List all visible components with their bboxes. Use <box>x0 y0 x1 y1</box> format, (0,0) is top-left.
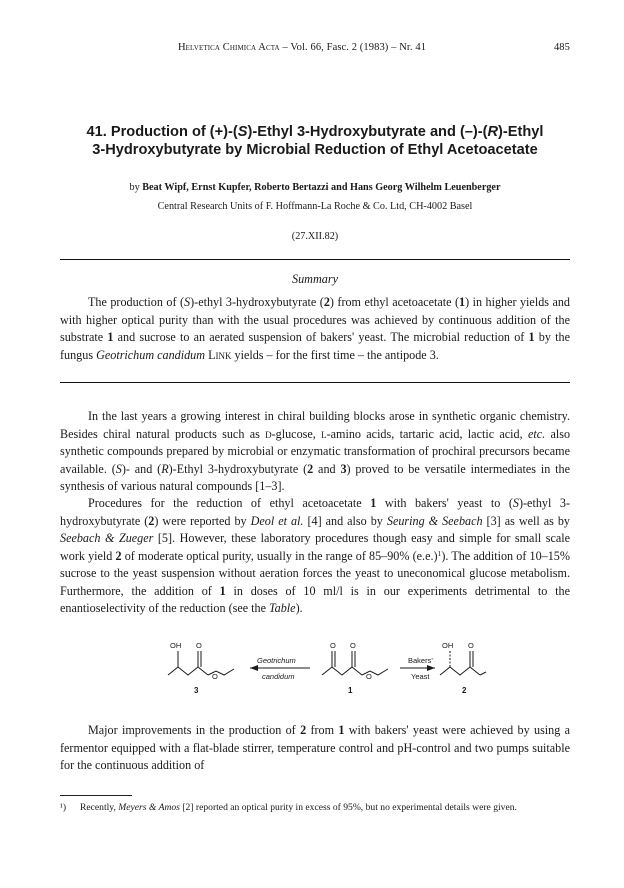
page-number: 485 <box>553 42 570 53</box>
compound-2-structure <box>440 651 486 675</box>
arrow-label-yeast: Yeast <box>411 672 430 681</box>
authors-prefix: by <box>129 182 143 193</box>
compound-1-structure <box>322 651 388 675</box>
summary-top-rule <box>60 259 570 260</box>
compound-number-1: 1 <box>348 686 353 695</box>
compound-number-3: 3 <box>194 686 199 695</box>
summary-text: The production of (S)-ethyl 3-hydroxybutyrate (2) from ethyl acetoacetate (1) in higher yields and with higher optical purity than with the usual procedures was achieved by continuous addition of the substrate 1 and sucrose to an aerated suspension of bakers' yeast. The microbial reduction of 1 by the fungus Geotrichum candidum Link yields – for the first time – the antipode 3. <box>60 295 570 362</box>
body-paragraph-2: Procedures for the reduction of ethyl acetoacetate 1 with bakers' yeast to (S)-ethyl 3-hydroxybutyrate (2) were reported by Deol et al. [4] and also by Seuring & Seebach [3] as well as by Seebach & Zueger [5]. However, these laboratory procedures though easy and simple for small scale work yield 2 of moderate optical purity, usually in the range of 85–90% $(e.e.)^1$). The addition of 10–15% sucrose to the yeast suspension without aeration forces the yeast to uneconomical glucose metabolism. Furthermore, the addition of 1 in doses of 10 ml/l is in our experiments detrimental to the enantioselectivity of the reduction (see the Table). <box>60 496 570 615</box>
compound-3-o-label: O <box>196 641 202 650</box>
compound-2-oh-label: OH <box>442 641 454 650</box>
arrow-left-head <box>250 665 258 671</box>
footnote-mark: ¹) <box>60 802 67 813</box>
arrow-label-bakers: Bakers' <box>408 656 433 665</box>
compound-number-2: 2 <box>462 686 467 695</box>
received-date: (27.XII.82) <box>291 231 339 242</box>
compound-3-oh-label: OH <box>170 641 182 650</box>
footnote-rule <box>60 795 132 796</box>
reaction-scheme <box>150 633 490 715</box>
summary-bottom-rule <box>60 382 570 383</box>
body-paragraph-3: Major improvements in the production of 2 from 1 with bakers' yeast were achieved by using a fermentor equipped with a flat-blade stirrer, temperature control and pH-control and two pumps suitable for the continuous addition of <box>60 723 571 772</box>
compound-1-o-label-b: O <box>350 641 356 650</box>
journal-name: Helvetica Chimica Acta <box>178 42 280 53</box>
title-line-1: 41. Production of (+)-(S)-Ethyl 3-Hydroxybutyrate and (–)-(R)-Ethyl <box>86 124 544 140</box>
compound-1-o-label-a: O <box>330 641 336 650</box>
arrow-right-head <box>427 665 435 671</box>
compound-3-structure <box>168 651 234 675</box>
arrow-label-candidum: candidum <box>262 672 295 681</box>
title-line-2: 3-Hydroxybutyrate by Microbial Reduction of Ethyl Acetoacetate <box>92 142 538 158</box>
author-list <box>60 182 570 193</box>
arrow-label-geotrichum: Geotrichum <box>257 656 296 665</box>
compound-2-o-label: O <box>468 641 474 650</box>
compound-3-ester-o-label: O <box>212 672 218 681</box>
journal-volume-info: – Vol. 66, Fasc. 2 (1983) – Nr. 41 <box>279 42 427 53</box>
authors-names: Beat Wipf, Ernst Kupfer, Roberto Bertazzi and Hans Georg Wilhelm Leuenberger <box>142 182 501 193</box>
article-title <box>80 123 550 159</box>
footnote-1 <box>60 801 570 815</box>
summary-heading: Summary <box>291 272 339 286</box>
footnote-text: Recently, Meyers & Amos [2] reported an optical purity in excess of 95%, but no experimental details were given. <box>80 802 517 813</box>
body-paragraph-1: In the last years a growing interest in chiral building blocks arose in synthetic organic chemistry. Besides chiral natural products such as d-glucose, l-amino acids, tartaric acid, lactic acid, etc. also synthetic compounds prepared by microbial or enzymatic transformation of prochiral precursors became available. (S)- and (R)-Ethyl 3-hydroxybutyrate (2 and 3) proved to be versatile intermediates in the synthesis of various natural compounds [1–3]. <box>60 409 571 493</box>
affiliation: Central Research Units of F. Hoffmann-La Roche & Co. Ltd, CH-4002 Basel <box>157 201 473 212</box>
compound-1-ester-o-label: O <box>366 672 372 681</box>
journal-running-title <box>178 42 426 53</box>
